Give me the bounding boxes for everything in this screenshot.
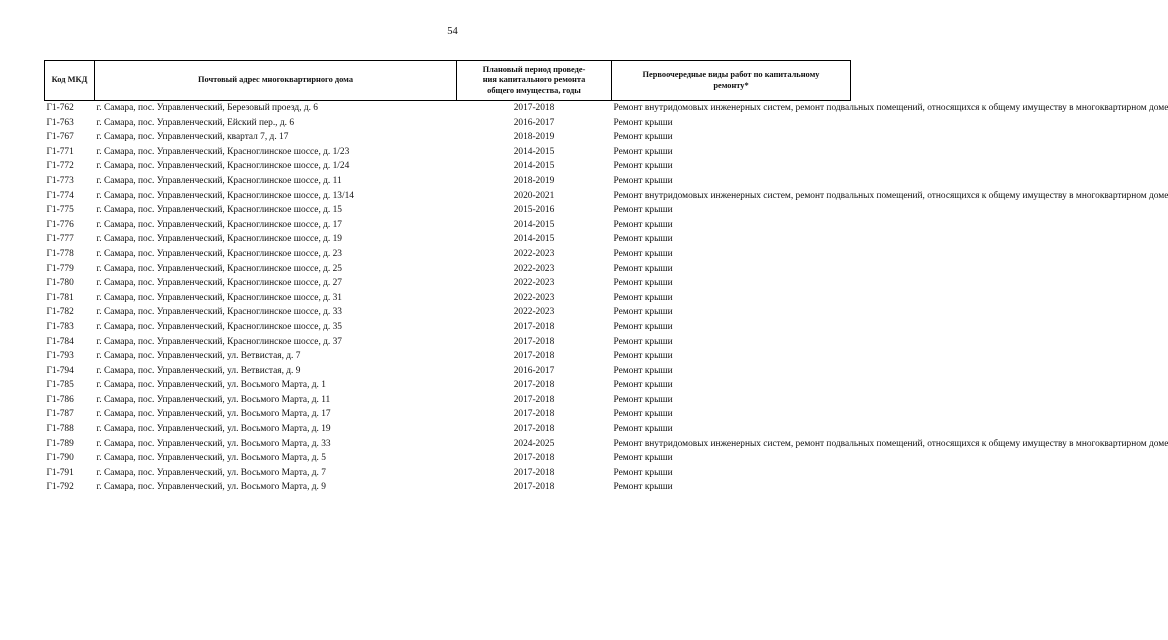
row-works: Ремонт крыши	[613, 380, 673, 391]
row-works: Ремонт крыши	[613, 161, 673, 172]
table-row	[45, 218, 851, 233]
row-works: Ремонт крыши	[613, 117, 673, 128]
row-period: 2017-2018	[513, 394, 555, 405]
row-period: 2014-2015	[513, 146, 555, 157]
table-row	[45, 466, 851, 481]
row-address: г. Самара, пос. Управленческий, Красноглинское шоссе, д. 13/14	[96, 190, 354, 201]
row-period: 2022-2023	[513, 248, 555, 259]
table-row	[45, 437, 851, 452]
row-address: г. Самара, пос. Управленческий, Красноглинское шоссе, д. 25	[96, 263, 342, 274]
row-period: 2017-2018	[513, 380, 555, 391]
row-works: Ремонт внутридомовых инженерных систем, ремонт подвальных помещений, относящихся к общему имуществу в многоквартирном доме	[613, 103, 1168, 113]
row-address: г. Самара, пос. Управленческий, Красноглинское шоссе, д. 35	[96, 321, 342, 332]
row-period: 2018-2019	[513, 175, 555, 186]
row-works: Ремонт крыши	[613, 132, 673, 143]
row-code: Г1-781	[46, 292, 74, 303]
table-row	[45, 393, 851, 408]
row-address: г. Самара, пос. Управленческий, ул. Восьмого Марта, д. 19	[96, 424, 331, 435]
row-code: Г1-777	[46, 234, 74, 245]
table-row	[45, 320, 851, 335]
table-row	[45, 349, 851, 364]
row-code: Г1-767	[46, 132, 74, 143]
header-address: Почтовый адрес многоквартирного дома	[95, 61, 457, 101]
row-code: Г1-780	[46, 278, 74, 289]
table-row	[45, 262, 851, 277]
row-period: 2017-2018	[513, 336, 555, 347]
row-works: Ремонт крыши	[613, 409, 673, 420]
row-works: Ремонт крыши	[613, 424, 673, 435]
row-address: г. Самара, пос. Управленческий, Красноглинское шоссе, д. 15	[96, 205, 342, 216]
row-address: г. Самара, пос. Управленческий, ул. Восьмого Марта, д. 11	[96, 394, 331, 405]
row-address: г. Самара, пос. Управленческий, Красноглинское шоссе, д. 17	[96, 219, 342, 230]
row-address: г. Самара, пос. Управленческий, ул. Восьмого Марта, д. 1	[96, 380, 326, 391]
header-period-line3: общего имущества, годы	[487, 85, 581, 95]
row-code: Г1-788	[46, 424, 74, 435]
row-works: Ремонт крыши	[613, 321, 673, 332]
row-code: Г1-775	[46, 205, 74, 216]
row-address: г. Самара, пос. Управленческий, Красноглинское шоссе, д. 27	[96, 278, 342, 289]
table-row	[45, 203, 851, 218]
table-row	[45, 378, 851, 393]
row-address: г. Самара, пос. Управленческий, ул. Ветвистая, д. 7	[96, 351, 301, 362]
row-works: Ремонт крыши	[613, 365, 673, 376]
row-works: Ремонт крыши	[613, 219, 673, 230]
table-row	[45, 364, 851, 379]
row-works: Ремонт крыши	[613, 248, 673, 259]
row-address: г. Самара, пос. Управленческий, ул. Восьмого Марта, д. 33	[96, 438, 331, 449]
row-works: Ремонт крыши	[613, 467, 673, 478]
row-address: г. Самара, пос. Управленческий, Красноглинское шоссе, д. 1/24	[96, 161, 350, 172]
table-row	[45, 130, 851, 145]
row-works: Ремонт крыши	[613, 146, 673, 157]
row-code: Г1-776	[46, 219, 74, 230]
row-address: г. Самара, пос. Управленческий, ул. Восьмого Марта, д. 17	[96, 409, 331, 420]
row-period: 2022-2023	[513, 263, 555, 274]
row-period: 2014-2015	[513, 161, 555, 172]
row-works: Ремонт крыши	[613, 394, 673, 405]
table-row	[45, 407, 851, 422]
header-works-line1: Первоочередные виды работ по капитальному	[642, 70, 820, 79]
row-period: 2022-2023	[513, 292, 555, 303]
row-address: г. Самара, пос. Управленческий, Красноглинское шоссе, д. 37	[96, 336, 342, 347]
row-address: г. Самара, пос. Управленческий, Красноглинское шоссе, д. 31	[96, 292, 342, 303]
row-code: Г1-771	[46, 146, 74, 157]
row-works: Ремонт крыши	[613, 234, 673, 245]
table-row	[45, 145, 851, 160]
row-address: г. Самара, пос. Управленческий, Березовый проезд, д. 6	[96, 103, 318, 113]
table-row	[45, 247, 851, 262]
row-works: Ремонт крыши	[613, 263, 673, 274]
row-code: Г1-774	[46, 190, 74, 201]
header-period	[457, 61, 612, 101]
table-body	[45, 101, 1168, 496]
header-works-line2: ремонту*	[713, 80, 749, 90]
row-address: г. Самара, пос. Управленческий, Ейский пер., д. 6	[96, 117, 295, 128]
row-code: Г1-789	[46, 438, 74, 449]
row-code: Г1-786	[46, 394, 74, 405]
row-works: Ремонт крыши	[613, 278, 673, 289]
row-period: 2022-2023	[513, 307, 555, 318]
row-works: Ремонт крыши	[613, 307, 673, 318]
row-period: 2024-2025	[513, 438, 555, 449]
row-code: Г1-791	[46, 467, 74, 478]
row-works: Ремонт крыши	[613, 205, 673, 216]
row-code: Г1-772	[46, 161, 74, 172]
row-address: г. Самара, пос. Управленческий, Красноглинское шоссе, д. 1/23	[96, 146, 350, 157]
row-period: 2016-2017	[513, 117, 555, 128]
row-address: г. Самара, пос. Управленческий, квартал 7, д. 17	[96, 132, 289, 143]
row-period: 2017-2018	[513, 453, 555, 464]
row-code: Г1-782	[46, 307, 74, 318]
row-period: 2017-2018	[513, 424, 555, 435]
header-period-line1: Плановый период проведе-	[482, 64, 586, 74]
row-period: 2016-2017	[513, 365, 555, 376]
table-row	[45, 232, 851, 247]
row-works: Ремонт крыши	[613, 453, 673, 464]
row-address: г. Самара, пос. Управленческий, Красноглинское шоссе, д. 33	[96, 307, 342, 318]
row-code: Г1-778	[46, 248, 74, 259]
row-code: Г1-787	[46, 409, 74, 420]
header-code: Код МКД	[45, 61, 95, 101]
row-code: Г1-762	[46, 103, 74, 113]
row-address: г. Самара, пос. Управленческий, ул. Восьмого Марта, д. 9	[96, 482, 326, 493]
row-code: Г1-793	[46, 351, 74, 362]
table-row	[45, 116, 851, 131]
row-code: Г1-773	[46, 175, 74, 186]
header-period-line2: ния капитального ремонта	[482, 75, 586, 85]
row-address: г. Самара, пос. Управленческий, Красноглинское шоссе, д. 19	[96, 234, 342, 245]
row-period: 2014-2015	[513, 219, 555, 230]
table-row	[45, 451, 851, 466]
row-works: Ремонт крыши	[613, 482, 673, 493]
row-works: Ремонт крыши	[613, 292, 673, 303]
row-address: г. Самара, пос. Управленческий, ул. Восьмого Марта, д. 7	[96, 467, 326, 478]
row-works: Ремонт крыши	[613, 336, 673, 347]
row-period: 2017-2018	[513, 351, 555, 362]
row-code: Г1-790	[46, 453, 74, 464]
table-row	[45, 305, 851, 320]
row-works: Ремонт крыши	[613, 175, 673, 186]
row-period: 2017-2018	[513, 467, 555, 478]
row-period: 2020-2021	[513, 190, 555, 201]
table-row	[45, 291, 851, 306]
row-period: 2015-2016	[513, 205, 555, 216]
row-address: г. Самара, пос. Управленческий, ул. Восьмого Марта, д. 5	[96, 453, 326, 464]
row-code: Г1-783	[46, 321, 74, 332]
capital-repair-table	[44, 60, 1168, 495]
row-code: Г1-785	[46, 380, 74, 391]
row-code: Г1-779	[46, 263, 74, 274]
row-code: Г1-792	[46, 482, 74, 493]
table-row	[45, 480, 851, 495]
table-row	[45, 276, 851, 291]
table-row	[45, 422, 851, 437]
table-row	[45, 159, 851, 174]
row-period: 2017-2018	[513, 321, 555, 332]
row-code: Г1-763	[46, 117, 74, 128]
row-period: 2022-2023	[513, 278, 555, 289]
row-works: Ремонт внутридомовых инженерных систем, ремонт подвальных помещений, относящихся к общему имуществу в многоквартирном доме	[613, 190, 1168, 201]
table-row	[45, 335, 851, 350]
row-address: г. Самара, пос. Управленческий, Красноглинское шоссе, д. 11	[96, 175, 342, 186]
table-row	[45, 174, 851, 189]
table-row	[45, 189, 851, 204]
page-number: 54	[447, 26, 458, 37]
row-period: 2017-2018	[513, 409, 555, 420]
header-works	[612, 61, 851, 101]
row-works: Ремонт крыши	[613, 351, 673, 362]
table-header	[45, 61, 851, 101]
row-address: г. Самара, пос. Управленческий, Красноглинское шоссе, д. 23	[96, 248, 342, 259]
row-period: 2017-2018	[513, 103, 555, 113]
row-period: 2017-2018	[513, 482, 555, 493]
row-code: Г1-784	[46, 336, 74, 347]
table-row	[45, 101, 851, 116]
row-period: 2018-2019	[513, 132, 555, 143]
row-code: Г1-794	[46, 365, 74, 376]
row-address: г. Самара, пос. Управленческий, ул. Ветвистая, д. 9	[96, 365, 301, 376]
row-works: Ремонт внутридомовых инженерных систем, ремонт подвальных помещений, относящихся к общему имуществу в многоквартирном доме	[613, 438, 1168, 449]
row-period: 2014-2015	[513, 234, 555, 245]
